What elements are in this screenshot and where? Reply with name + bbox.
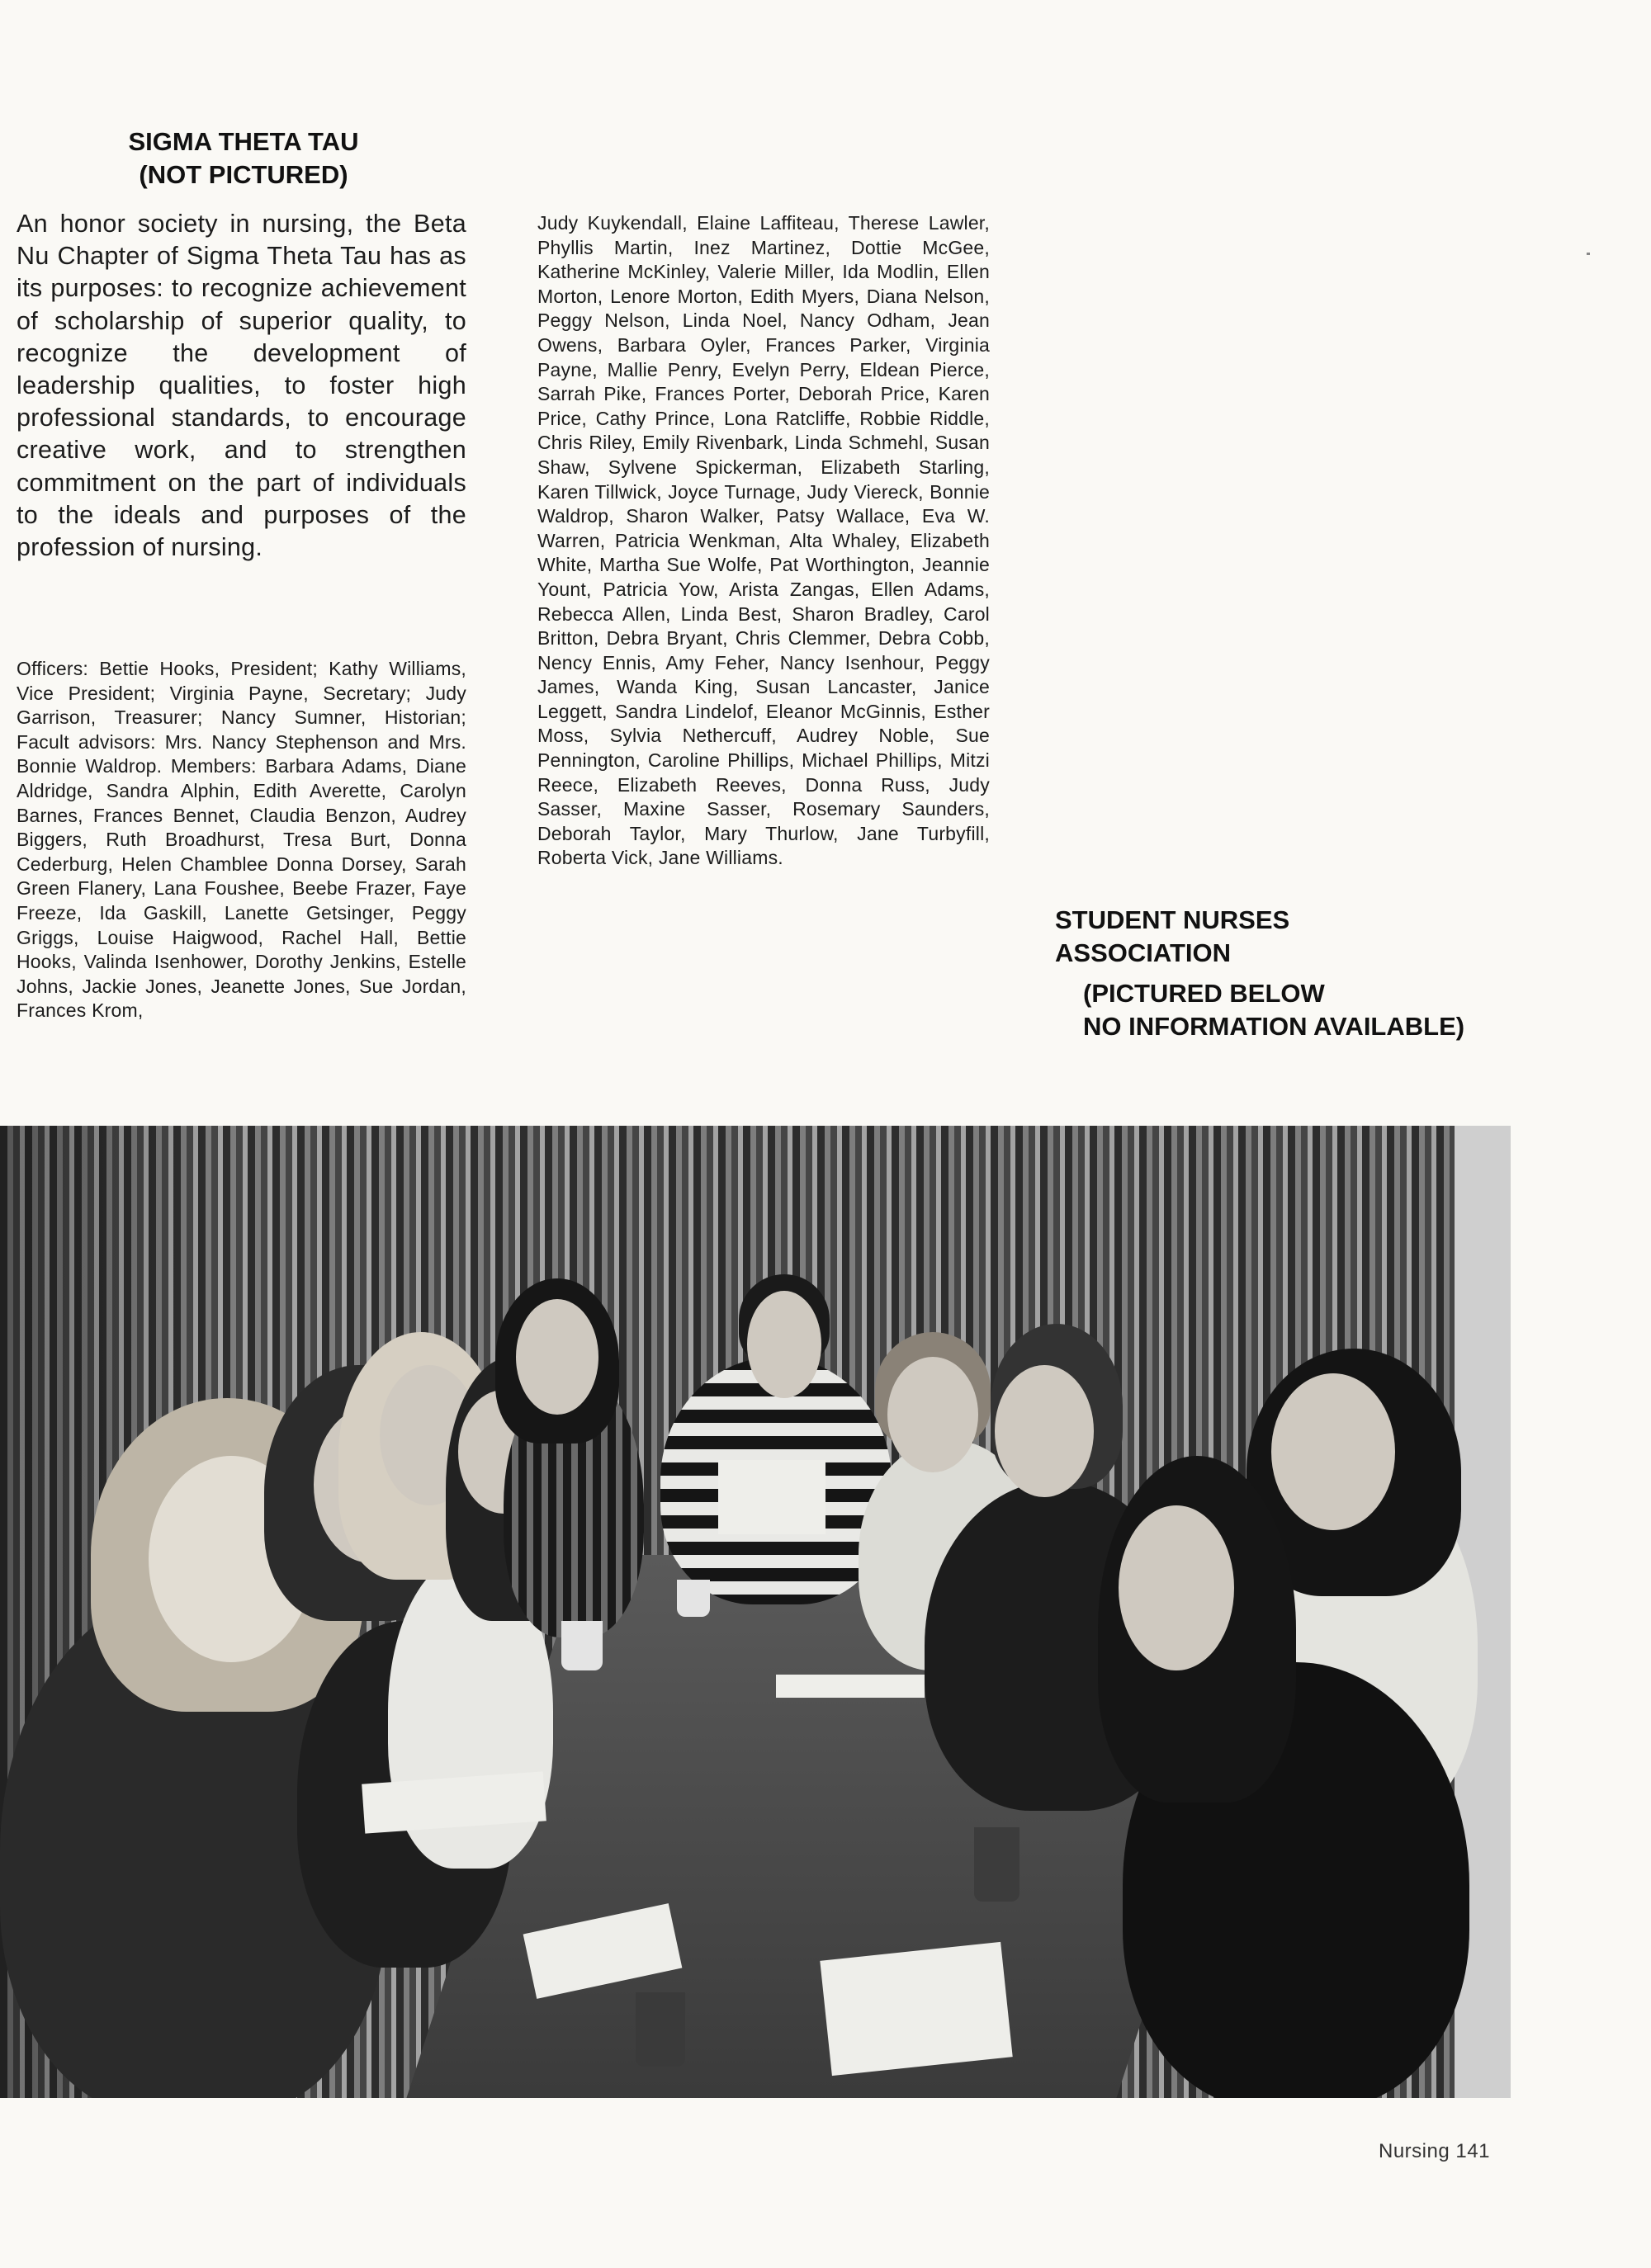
sigma-theta-tau-title: SIGMA THETA TAU [128, 127, 359, 156]
photo-person-face [995, 1365, 1094, 1497]
officers-members-column-2: Judy Kuykendall, Elaine Laffiteau, Therese Lawler, Phyllis Martin, Inez Martinez, Dottie McGee, Katherine McKinley, Valerie Miller, Ida Modlin, Ellen Morton, Lenore Morton, Edith Myers, Diana Nelson, Peggy Nelson, Linda Noel, Nancy Odham, Jean Owens, Barbara Oyler, Frances Parker, Virginia Payne, Mallie Penry, Evelyn Perry, Eldean Pierce, Sarrah Pike, Frances Porter, Deborah Price, Karen Price, Cathy Prince, Lona Ratcliffe, Robbie Riddle, Chris Riley, Emily Rivenbark, Linda Schmehl, Susan Shaw, Sylvene Spickerman, Elizabeth Starling, Karen Tillwick, Joyce Turnage, Judy Viereck, Bonnie Waldrop, Sharon Walker, Patsy Wallace, Eva W. Warren, Patricia Wenkman, Alta Whaley, Elizabeth White, Martha Sue Wolfe, Pat Worthington, Jeannie Yount, Patricia Yow, Arista Zangas, Ellen Adams, Rebecca Allen, Linda Best, Sharon Bradley, Carol Britton, Debra Bryant, Chris Clemmer, Debra Cobb, Nency Ennis, Amy Feher, Nancy Isenhour, Peggy James, Wanda King, Susan Lancaster, Janice Leggett, Sandra Lindelof, Eleanor McGinnis, Esther Moss, Sylvia Nethercuff, Audrey Noble, Sue Pennington, Caroline Phillips, Michael Phillips, Mitzi Reece, Elizabeth Reeves, Donna Russ, Judy Sasser, Maxine Sasser, Rosemary Saunders, Deborah Taylor, Mary Thurlow, Jane Turbyfill, Roberta Vick, Jane Williams. [537, 212, 990, 869]
photo-cup [636, 1992, 685, 2067]
group-photo [0, 1126, 1511, 2098]
photo-paper [820, 1942, 1012, 2076]
page-speck [1587, 253, 1590, 255]
student-nurses-heading [1055, 904, 1633, 970]
page-footer [1379, 2139, 1502, 2164]
photo-paper [776, 1675, 925, 1698]
sigma-theta-tau-heading [17, 125, 471, 191]
student-nurses-title-line1: STUDENT NURSES [1055, 905, 1290, 934]
student-nurses-title-line2: ASSOCIATION [1055, 938, 1231, 967]
student-nurses-note [1083, 977, 1644, 1043]
officers-members-column-1: Officers: Bettie Hooks, President; Kathy Williams, Vice President; Virginia Payne, Secretary; Judy Garrison, Treasurer; Nancy Sumner, Historian; Facult advisors: Mrs. Nancy Stephenson and Mrs. Bonnie Waldrop. Members: Barbara Adams, Diane Aldridge, Sandra Alphin, Edith Averette, Carolyn Barnes, Frances Bennet, Claudia Benzon, Audrey Biggers, Ruth Broadhurst, Tresa Burt, Donna Cederburg, Helen Chamblee Donna Dorsey, Sarah Green Flanery, Lana Foushee, Beebe Frazer, Faye Freeze, Ida Gaskill, Lanette Getsinger, Peggy Griggs, Louise Haigwood, Rachel Hall, Bettie Hooks, Valinda Isenhower, Dorothy Jenkins, Estelle Johns, Jackie Jones, Jeanette Jones, Sue Jordan, Frances Krom, [17, 658, 466, 1022]
photo-person-face [516, 1299, 598, 1415]
photo-cup [561, 1621, 603, 1670]
photo-person-face [1271, 1373, 1395, 1530]
sigma-theta-tau-subtitle: (NOT PICTURED) [139, 160, 348, 189]
photo-paper [718, 1460, 826, 1534]
photo-person-face [1119, 1505, 1234, 1670]
student-nurses-note-line2: NO INFORMATION AVAILABLE) [1083, 1012, 1465, 1041]
footer-section: Nursing [1379, 2140, 1450, 2162]
photo-person-face [747, 1291, 821, 1398]
photo-cup [974, 1827, 1019, 1902]
student-nurses-note-line1: (PICTURED BELOW [1083, 979, 1325, 1008]
photo-person-face [887, 1357, 978, 1472]
footer-page-number: 141 [1455, 2140, 1490, 2162]
photo-cup [677, 1580, 710, 1617]
sigma-theta-tau-intro: An honor society in nursing, the Beta Nu Chapter of Sigma Theta Tau has as its purposes: to recognize achievement of scholarship of superior quality, to recognize the development of leadership qualities, to foster high professional standards, to encourage creative work, and to strengthen commitment on the part of individuals to the ideals and purposes of the profession of nursing. [17, 210, 466, 562]
